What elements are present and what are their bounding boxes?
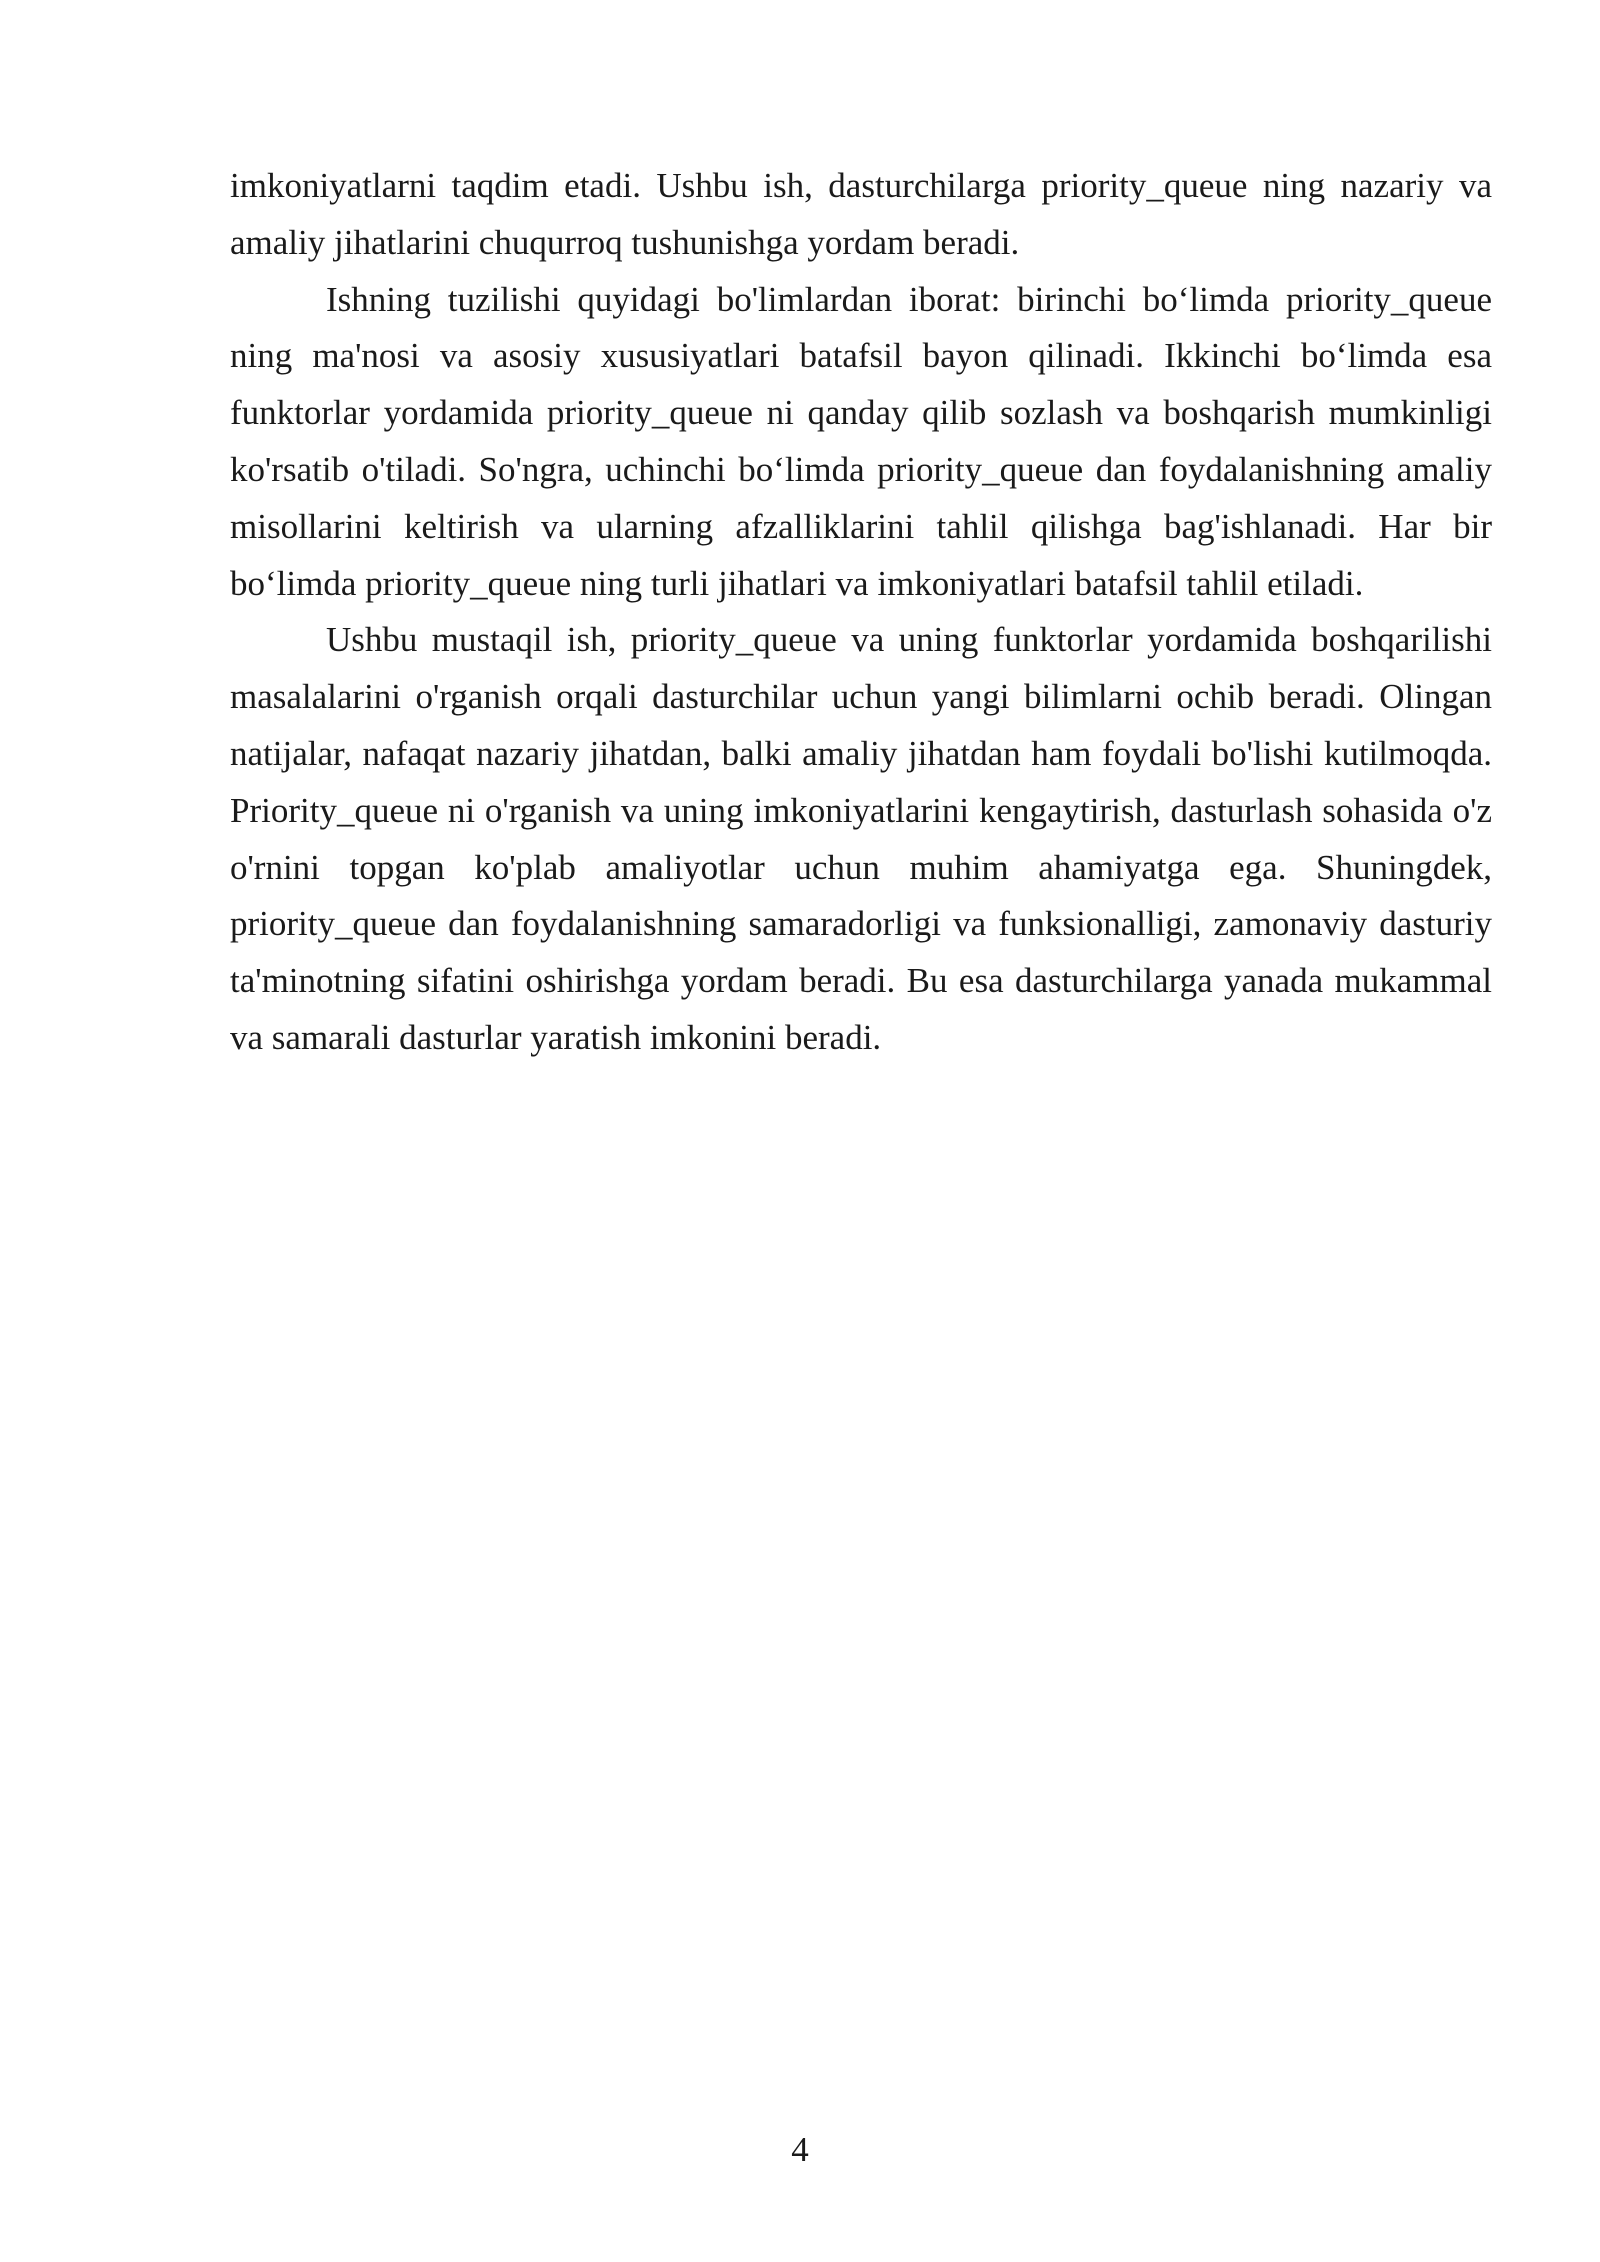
- paragraph-conclusion: Ushbu mustaqil ish, priority_queue va uning funktorlar yordamida boshqarilishi masalalarini o'rganish orqali dasturchilar uchun yangi bilimlarni ochib beradi. Olingan natijalar, nafaqat nazariy jihatdan, balki amaliy jihatdan ham foydali bo'lishi kutilmoqda. Priority_queue ni o'rganish va uning imkoniyatlarini kengaytirish, dasturlash sohasida o'z o'rnini topgan ko'plab amaliyotlar uchun muhim ahamiyatga ega. Shuningdek, priority_queue dan foydalanishning samaradorligi va funksionalligi, zamonaviy dasturiy ta'minotning sifatini oshirishga yordam beradi. Bu esa dasturchilarga yanada mukammal va samarali dasturlar yaratish imkonini beradi.: [230, 620, 1492, 1057]
- body-text: [230, 158, 1492, 1067]
- page-number: 4: [791, 2130, 809, 2169]
- paragraph-structure: Ishning tuzilishi quyidagi bo'limlardan iborat: birinchi bo‘limda priority_queue ning ma'nosi va asosiy xususiyatlari batafsil bayon qilinadi. Ikkinchi bo‘limda esa funktorlar yordamida priority_queue ni qanday qilib sozlash va boshqarish mumkinligi ko'rsatib o'tiladi. So'ngra, uchinchi bo‘limda priority_queue dan foydalanishning amaliy misollarini keltirish va ularning afzalliklarini tahlil qilishga bag'ishlanadi. Har bir bo‘limda priority_queue ning turli jihatlari va imkoniyatlari batafsil tahlil etiladi.: [230, 279, 1492, 603]
- paragraph-continuation: imkoniyatlarni taqdim etadi. Ushbu ish, dasturchilarga priority_queue ning nazariy va amaliy jihatlarini chuqurroq tushunishga yordam beradi.: [230, 166, 1492, 262]
